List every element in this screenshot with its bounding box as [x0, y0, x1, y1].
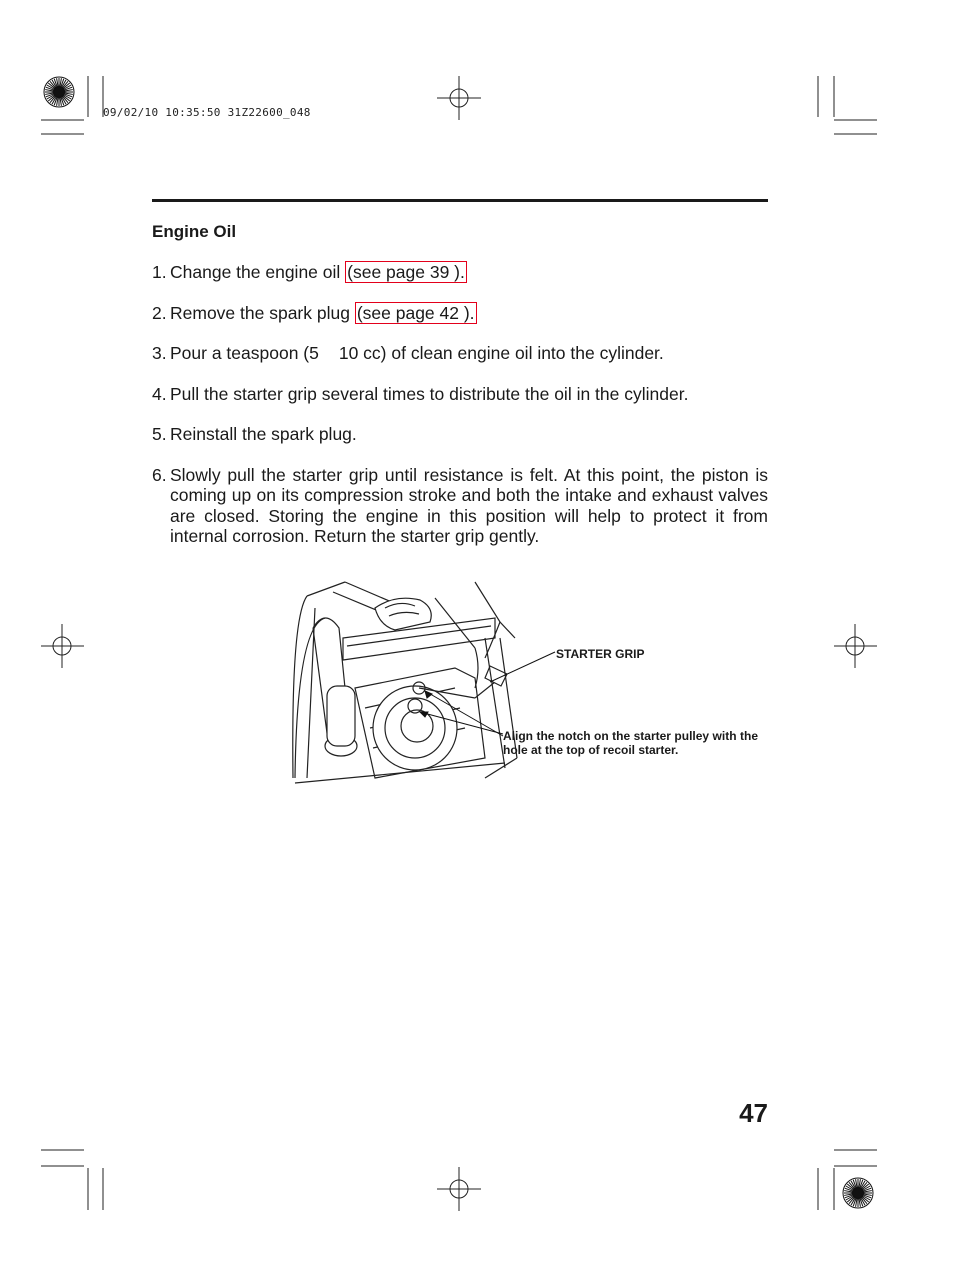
crosshair-top [437, 76, 481, 120]
step-text: Pour a teaspoon (5 10 cc) of clean engine oil into the cylinder. [170, 343, 664, 363]
section-title: Engine Oil [152, 222, 237, 241]
step-text: Pull the starter grip several times to distribute the oil in the cylinder. [170, 383, 689, 404]
page-link-42[interactable]: (see page 42 ). [356, 302, 475, 323]
step-text: Remove the spark plug (see page 42 ). [170, 302, 475, 323]
page-link-39[interactable]: (see page 39 ). [347, 262, 465, 282]
arm-right [435, 582, 515, 648]
step-1 [152, 262, 768, 283]
step-number: 4. [152, 383, 167, 404]
registration-sunburst-bottom-right [843, 1178, 873, 1208]
step-2 [152, 303, 768, 324]
page-number: 47 [739, 1098, 768, 1128]
step-list [152, 262, 768, 567]
step-text: Reinstall the spark plug. [170, 424, 357, 444]
step-text: Slowly pull the starter grip until resistance is felt. At this point, the piston is coming up on its compression stroke and both the intake and exhaust valves are closed. Storing the engine in this position will help to protect it from internal corrosion. Return the starter grip gently. [170, 464, 768, 546]
print-timestamp: 09/02/10 10:35:50 31Z22600_048 [103, 106, 311, 119]
step-5 [152, 424, 768, 445]
step-text: Change the engine oil (see page 39 ). [170, 262, 465, 282]
step-number: 3. [152, 343, 167, 363]
step-6 [152, 465, 768, 547]
registration-sunburst-top-left [44, 77, 74, 107]
step-4 [152, 384, 768, 405]
align-notch-label: Align the notch on the starter pulley with the hole at the top of recoil starter. [503, 729, 758, 757]
step-number: 1. [152, 262, 167, 282]
step-3 [152, 343, 768, 364]
crosshair-left [41, 624, 84, 668]
step-number: 6. [152, 464, 167, 485]
starter-grip-label: STARTER GRIP [556, 647, 645, 661]
step-number: 2. [152, 302, 167, 323]
section-rule [152, 199, 768, 202]
step-number: 5. [152, 424, 167, 444]
crosshair-bottom [437, 1167, 481, 1211]
crosshair-right [834, 624, 877, 668]
